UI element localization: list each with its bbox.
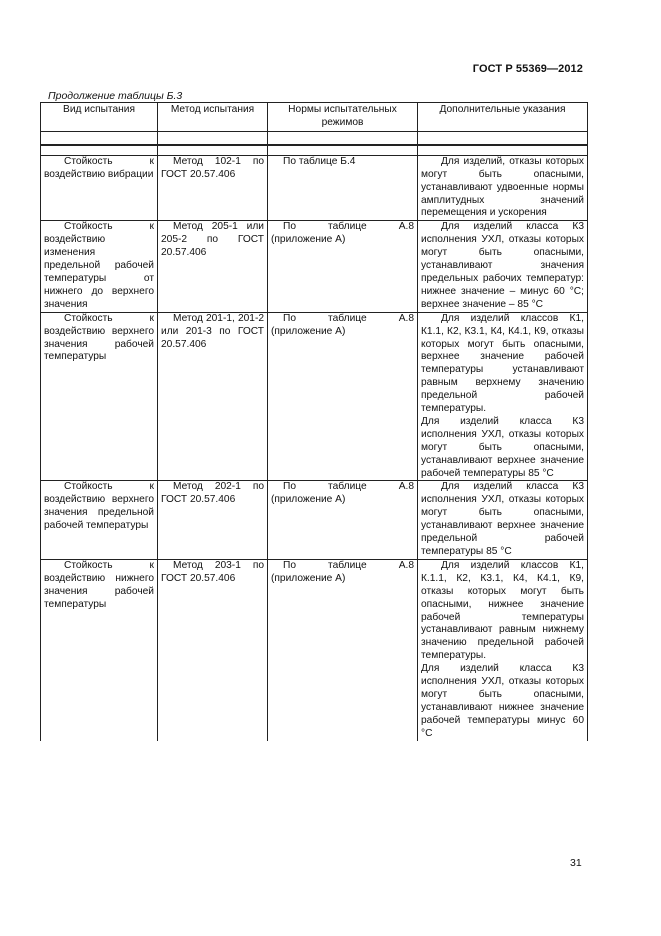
additional-notes-cell: Для изделий, отказы которых могут быть опасными, устанавливают удвоенные нормы амплитудных значений перемещения и ускорения bbox=[418, 155, 588, 221]
test-method-cell: Метод 203-1 по ГОСТ 20.57.406 bbox=[158, 559, 268, 740]
column-header-test-method: Метод испытания bbox=[158, 103, 268, 132]
column-header-additional-notes: Дополнительные указания bbox=[418, 103, 588, 132]
page-number: 31 bbox=[570, 857, 582, 869]
additional-notes-cell: Для изделий классов К1, К.1.1, К2, К3.1, К4, К4.1, К9, отказы которых могут быть опасными, нижнее значение рабочей температуры устанавливают равным нижнему значению предельной рабочей температуры. Для изделий класса К3 исполнения УХЛ, отказы которых могут быть опасными, устанавливают нижнее значение рабочей температуры минус 60 °С bbox=[418, 559, 588, 740]
table-separator-row bbox=[41, 145, 588, 156]
test-type-cell: Стойкость к воздействию верхнего значения рабочей температуры bbox=[41, 312, 158, 481]
test-requirements-table bbox=[40, 102, 588, 741]
table-row bbox=[41, 481, 588, 559]
test-method-cell: Метод 202-1 по ГОСТ 20.57.406 bbox=[158, 481, 268, 559]
column-numbers-row bbox=[41, 131, 588, 145]
test-method-cell: Метод 102-1 по ГОСТ 20.57.406 bbox=[158, 155, 268, 221]
test-type-cell: Стойкость к воздействию изменения предельной рабочей температуры от нижнего до верхнего значения bbox=[41, 221, 158, 312]
test-norms-cell: По таблице А.8 (приложение А) bbox=[268, 559, 418, 740]
test-type-cell: Стойкость к воздействию нижнего значения рабочей температуры bbox=[41, 559, 158, 740]
table-row bbox=[41, 221, 588, 312]
table-header-row bbox=[41, 103, 588, 132]
test-method-cell: Метод 201-1, 201-2 или 201-3 по ГОСТ 20.57.406 bbox=[158, 312, 268, 481]
table-row bbox=[41, 155, 588, 221]
document-code: ГОСТ Р 55369—2012 bbox=[472, 63, 583, 75]
table-continuation-caption: Продолжение таблицы Б.3 bbox=[48, 90, 183, 102]
table-row bbox=[41, 312, 588, 481]
test-norms-cell: По таблице А.8 (приложение А) bbox=[268, 481, 418, 559]
test-norms-cell: По таблице А.8 (приложение А) bbox=[268, 312, 418, 481]
column-header-test-type: Вид испытания bbox=[41, 103, 158, 132]
additional-notes-cell: Для изделий классов К1, К1.1, К2, К3.1, К4, К4.1, К9, отказы которых могут быть опасными, верхнее значение рабочей температуры устанавливают равным верхнему значению предельной рабочей температуры. Для изделий класса К3 исполнения УХЛ, отказы которых могут быть опасными, устанавливают верхнее значение рабочей температуры 85 °С bbox=[418, 312, 588, 481]
test-type-cell: Стойкость к воздействию верхнего значения предельной рабочей температуры bbox=[41, 481, 158, 559]
additional-notes-cell: Для изделий класса К3 исполнения УХЛ, отказы которых могут быть опасными, устанавливают значения предельных рабочих температур: нижнее значение – минус 60 °С; верхнее значение – 85 °С bbox=[418, 221, 588, 312]
test-type-cell: Стойкость к воздействию вибрации bbox=[41, 155, 158, 221]
test-method-cell: Метод 205-1 или 205-2 по ГОСТ 20.57.406 bbox=[158, 221, 268, 312]
table-row bbox=[41, 559, 588, 740]
additional-notes-cell: Для изделий класса К3 исполнения УХЛ, отказы которых могут быть опасными, устанавливают верхнее значение предельной рабочей температуры 85 °С bbox=[418, 481, 588, 559]
test-norms-cell: По таблице Б.4 bbox=[268, 155, 418, 221]
column-header-test-norms: Нормы испытательных режимов bbox=[268, 103, 418, 132]
test-norms-cell: По таблице А.8 (приложение А) bbox=[268, 221, 418, 312]
